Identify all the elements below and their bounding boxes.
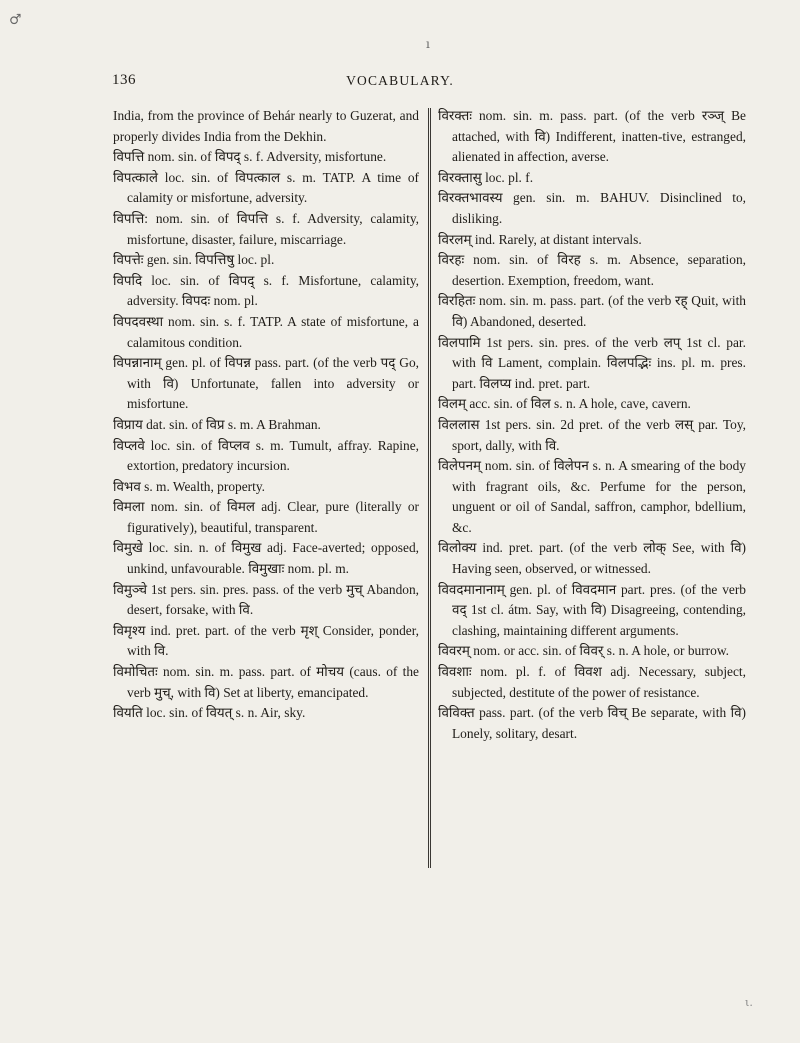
- entry: विवरम् nom. or acc. sin. of विवर् s. n. A hole, or burrow.: [438, 643, 729, 659]
- entry: विमृश्य ind. pret. part. of the verb मृश् Consider, ponder, with वि.: [113, 622, 419, 659]
- entry: विरक्तः nom. sin. m. pass. part. (of the verb रञ्ज् Be attached, with वि) Indifferent, inatten-tive, estranged, alienated in affection, averse.: [438, 108, 746, 165]
- entry: विविक्त pass. part. (of the verb विच् Be separate, with वि) Lonely, solitary, desart.: [438, 705, 746, 741]
- page-header: [0, 72, 800, 96]
- entry: विवशाः nom. pl. f. of विवश adj. Necessary, subject, subjected, destitute of the power of resistance.: [438, 664, 746, 700]
- page-number: 136: [112, 72, 136, 88]
- entry: विवदमानानाम् gen. pl. of विवदमान part. pres. (of the verb वद् 1st cl. átm. Say, with वि) Disagreeing, contending, clashing, maintaining different arguments.: [438, 581, 746, 638]
- entry: विभव s. m. Wealth, property.: [113, 478, 266, 494]
- top-mark: ı: [426, 37, 430, 51]
- entry: विपत्ति: nom. sin. of विपत्ति s. f. Adversity, calamity, misfortune, disaster, failure, miscarriage.: [113, 210, 419, 247]
- entry: विपत्तेः gen. sin. विपत्तिषु loc. pl.: [113, 252, 275, 268]
- entry: विमुखे loc. sin. n. of विमुख adj. Face-averted; opposed, unkind, unfavourable. विमुखाः nom. pl. m.: [113, 540, 419, 577]
- entry: विपन्नानाम् gen. pl. of विपन्न pass. part. (of the verb पद् Go, with वि) Unfortunate, fallen into adversity or misfortune.: [113, 355, 419, 412]
- entry: विरहितः nom. sin. m. pass. part. (of the verb रह् Quit, with वि) Abandoned, deserted.: [438, 293, 746, 329]
- corner-mark: ♂: [9, 12, 22, 28]
- entry: विपदि loc. sin. of विपद् s. f. Misfortune, calamity, adversity. विपदः nom. pl.: [113, 272, 419, 309]
- entry: विलम् acc. sin. of विल s. n. A hole, cave, cavern.: [438, 396, 691, 412]
- entry: विरक्तासु loc. pl. f.: [438, 169, 534, 185]
- entry: विलपामि 1st pers. sin. pres. of the verb लप् 1st cl. par. with वि Lament, complain. विलपद्भिः ins. pl. m. pres. part. विलप्य ind. pret. part.: [438, 334, 746, 391]
- left-column: [113, 106, 419, 724]
- entry: विपदवस्था nom. sin. s. f. TATP. A state of misfortune, a calamitous condition.: [113, 313, 419, 350]
- running-head: VOCABULARY.: [346, 73, 454, 88]
- column-divider: [428, 108, 431, 868]
- entry: विरहः nom. sin. of विरह s. m. Absence, separation, desertion. Exemption, freedom, want.: [438, 252, 746, 288]
- entry: विमला nom. sin. of विमल adj. Clear, pure (literally or figuratively), beautiful, transparent.: [113, 499, 419, 535]
- entry: विमुञ्चे 1st pers. sin. pres. pass. of the verb मुच् Abandon, desert, forsake, with वि.: [113, 581, 419, 618]
- entry: विरलम् ind. Rarely, at distant intervals.: [438, 231, 642, 247]
- entry: विरक्तभावस्य gen. sin. m. BAHUV. Disinclined to, disliking.: [438, 190, 746, 226]
- entry: विपत्ति nom. sin. of विपद् s. f. Adversity, misfortune.: [113, 149, 387, 165]
- entry: विप्राय dat. sin. of विप्र s. m. A Brahman.: [113, 416, 321, 432]
- entry: विप्लवे loc. sin. of विप्लव s. m. Tumult, affray. Rapine, extortion, predatory incursion.: [113, 437, 419, 474]
- entry: वियति loc. sin. of वियत् s. n. Air, sky.: [113, 705, 306, 721]
- entry: विपत्काले loc. sin. of विपत्काल s. m. TATP. A time of calamity or misfortune, adversity.: [113, 169, 419, 206]
- entry: India, from the province of Behár nearly to Guzerat, and properly divides India from the Dekhin.: [113, 108, 419, 144]
- right-column: [438, 106, 746, 744]
- entry: विमोचितः nom. sin. m. pass. part. of मोचय (caus. of the verb मुच्, with वि) Set at liberty, emancipated.: [113, 664, 419, 700]
- entry: विललास 1st pers. sin. 2d pret. of the verb लस् par. Toy, sport, dally, with वि.: [438, 416, 746, 453]
- entry: विलेपनम् nom. sin. of विलेपन s. n. A smearing of the body with fragrant oils, &c. Perfume for the person, unguent or oil of Sandal, saffron, camphor, bdellium, &c.: [438, 458, 746, 535]
- footer-mark: ι.: [745, 996, 753, 1009]
- entry: विलोक्य ind. pret. part. (of the verb लोक् See, with वि) Having seen, observed, or witnessed.: [438, 540, 746, 577]
